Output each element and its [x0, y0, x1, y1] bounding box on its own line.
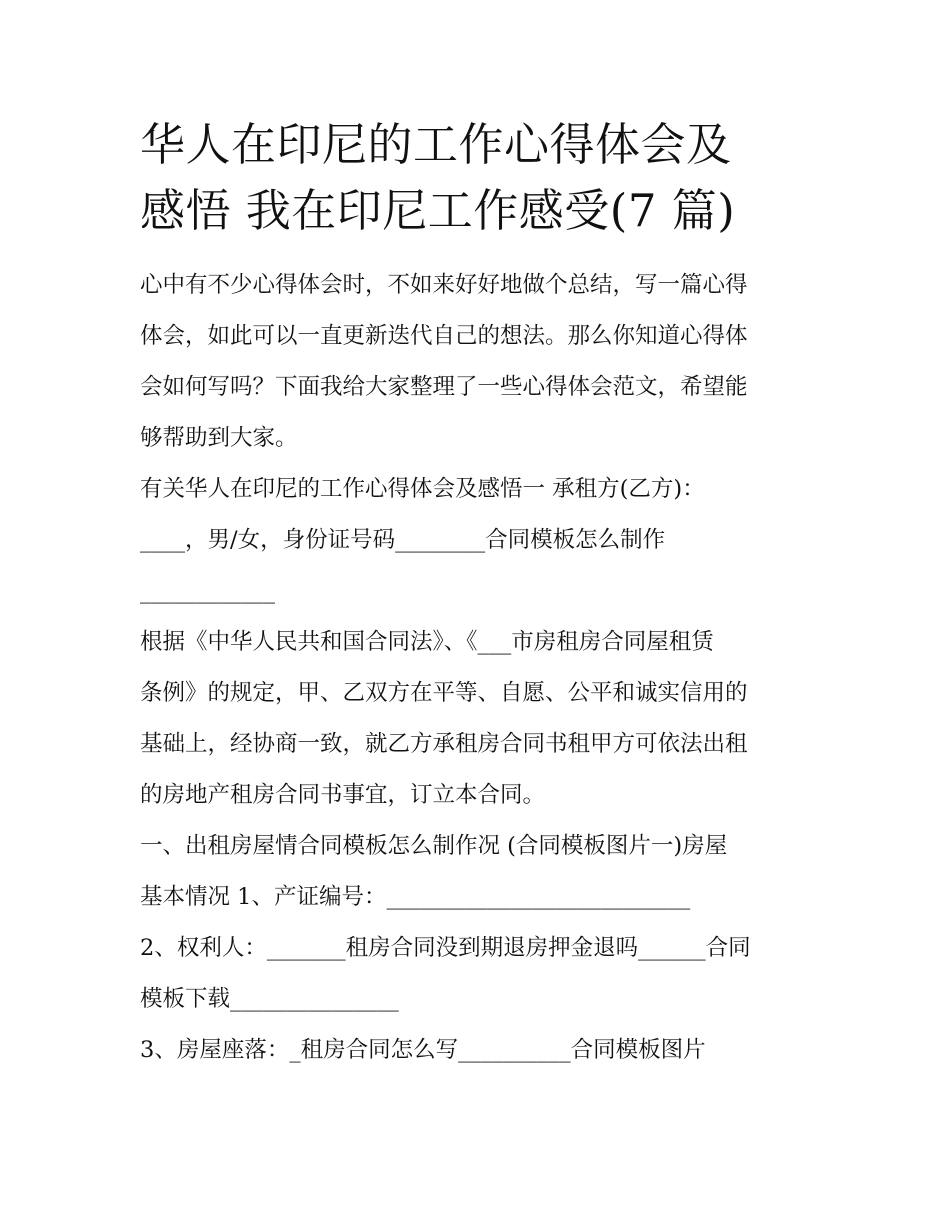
body-line: 的房地产租房合同书事宜，订立本合同。 — [140, 782, 546, 808]
body-line: 基本情况 1、产证编号：___________________________ — [140, 884, 691, 910]
body-line: 会如何写吗？下面我给大家整理了一些心得体会范文，希望能 — [140, 374, 748, 400]
document-content — [140, 112, 830, 1076]
document-body — [140, 260, 830, 1076]
body-line: ____，男/女，身份证号码________合同模板怎么制作 — [140, 527, 666, 553]
body-line: 体会，如此可以一直更新迭代自己的想法。那么你知道心得体 — [140, 323, 748, 349]
body-line: 条例》的规定，甲、乙双方在平等、自愿、公平和诚实信用的 — [140, 680, 748, 706]
body-line: 3、房屋座落：_租房合同怎么写__________合同模板图片 — [140, 1037, 706, 1063]
body-line: 有关华人在印尼的工作心得体会及感悟一 承租方(乙方)： — [140, 476, 705, 502]
body-line: 基础上，经协商一致，就乙方承租房合同书租甲方可依法出租 — [140, 731, 748, 757]
body-line: 模板下载_______________ — [140, 986, 399, 1012]
body-line: 2、权利人：_______租房合同没到期退房押金退吗______合同 — [140, 935, 751, 961]
title-line: 感悟 我在印尼工作感受(7 篇) — [140, 184, 736, 237]
document-title — [140, 112, 830, 244]
body-line: ____________ — [140, 578, 275, 604]
body-line: 心中有不少心得体会时，不如来好好地做个总结，写一篇心得 — [140, 272, 748, 298]
title-line: 华人在印尼的工作心得体会及 — [140, 118, 732, 171]
body-line: 根据《中华人民共和国合同法》、《___市房租房合同屋租赁 — [140, 629, 714, 655]
body-line: 够帮助到大家。 — [140, 425, 298, 451]
body-line: 一、出租房屋情合同模板怎么制作况 (合同模板图片一)房屋 — [140, 833, 728, 859]
